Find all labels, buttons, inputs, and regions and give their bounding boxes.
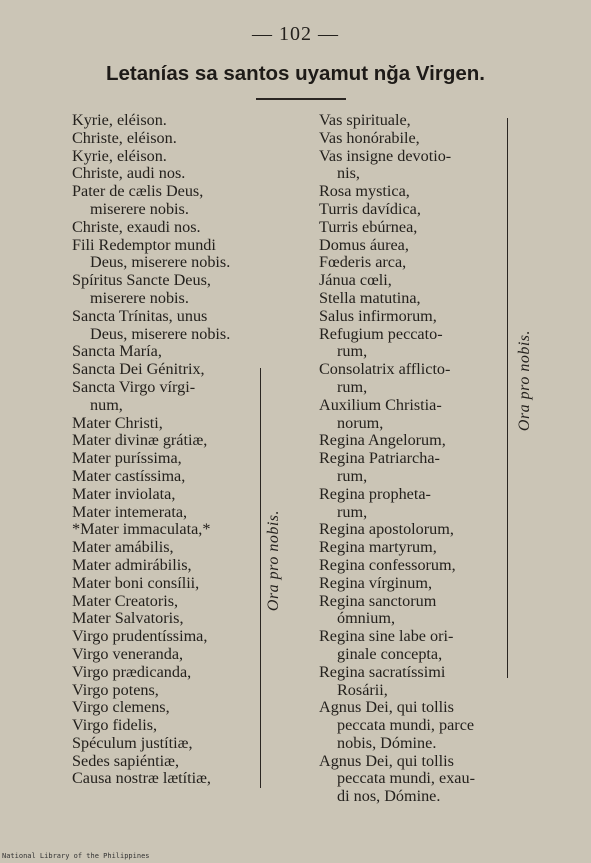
litany-line: Regina Angelorum, xyxy=(319,431,446,450)
litany-line: Consolatrix afflicto- xyxy=(319,360,451,379)
litany-line: Mater Christi, xyxy=(72,413,163,432)
litany-line: rum, xyxy=(337,342,368,361)
litany-line: Regina martyrum, xyxy=(319,538,437,557)
litany-line: norum, xyxy=(337,413,384,432)
right-response-bracket xyxy=(503,118,508,678)
page-title: Letanías sa santos uyamut nğa Virgen. xyxy=(106,62,485,85)
litany-line: Salus infirmorum, xyxy=(319,306,437,325)
litany-line: Rosa mystica, xyxy=(319,182,410,201)
litany-line: Mater Salvatoris, xyxy=(72,609,184,628)
litany-line: Agnus Dei, qui tollis xyxy=(319,751,454,770)
litany-line: Christe, exaudi nos. xyxy=(72,217,201,236)
litany-line: Stella matutina, xyxy=(319,288,421,307)
litany-line: Fili Redemptor mundi xyxy=(72,235,216,254)
litany-line: Regina sacratíssimi xyxy=(319,662,446,681)
litany-line: Jánua cœli, xyxy=(319,271,392,290)
litany-line: Christe, audi nos. xyxy=(72,164,186,183)
litany-line: Virgo potens, xyxy=(72,680,159,699)
litany-line: rum, xyxy=(337,502,368,521)
litany-line: Mater divinæ grátiæ, xyxy=(72,431,208,450)
litany-line: Spéculum justítiæ, xyxy=(72,733,193,752)
litany-line: Mater puríssima, xyxy=(72,449,182,468)
litany-line: Turris ebúrnea, xyxy=(319,217,418,236)
litany-line: Refugium peccato- xyxy=(319,324,443,343)
litany-line: Virgo clemens, xyxy=(72,698,170,717)
litany-line: di nos, Dómine. xyxy=(337,787,441,806)
litany-line: Christe, eléison. xyxy=(72,128,177,147)
litany-line: Regina vírginum, xyxy=(319,573,433,592)
litany-line: Sancta Virgo vírgi- xyxy=(72,377,196,396)
litany-line: Kyrie, eléison. xyxy=(72,111,167,129)
right-ora-pro-nobis: Ora pro nobis. xyxy=(516,330,533,432)
litany-line: Mater boni consílii, xyxy=(72,573,200,592)
litany-line: Domus áurea, xyxy=(319,235,409,254)
litany-line: Auxilium Christia- xyxy=(319,395,442,414)
left-ora-pro-nobis: Ora pro nobis. xyxy=(265,510,282,612)
litany-line: Regina propheta- xyxy=(319,484,431,503)
litany-line: Mater admirábilis, xyxy=(72,555,192,574)
litany-line: Pater de cælis Deus, xyxy=(72,182,204,201)
litany-line: Regina Patriarcha- xyxy=(319,449,440,468)
litany-line: rum, xyxy=(337,466,368,485)
litany-line: nis, xyxy=(337,164,360,183)
litany-line: Regina confessorum, xyxy=(319,555,456,574)
litany-line: Kyrie, eléison. xyxy=(72,146,167,165)
litany-line: Vas insigne devotio- xyxy=(319,146,452,165)
litany-line: peccata mundi, parce xyxy=(337,716,475,735)
litany-line: *Mater immaculata,* xyxy=(72,520,211,539)
litany-line: Virgo prædicanda, xyxy=(72,662,192,681)
litany-line: ómnium, xyxy=(337,609,396,628)
litany-line: Sancta Trínitas, unus xyxy=(72,306,208,325)
litany-line: nobis, Dómine. xyxy=(337,733,437,752)
litany-line: rum, xyxy=(337,377,368,396)
litany-line: Spíritus Sancte Deus, xyxy=(72,271,211,290)
litany-line: Mater castíssima, xyxy=(72,466,186,485)
litany-line: Virgo prudentíssima, xyxy=(72,627,208,646)
left-response-bracket xyxy=(256,368,261,788)
litany-line: Vas honórabile, xyxy=(319,128,420,147)
litany-line: num, xyxy=(90,395,123,414)
litany-line: Deus, miserere nobis. xyxy=(90,324,231,343)
litany-line: Mater inviolata, xyxy=(72,484,176,503)
litany-line: Sedes sapiéntiæ, xyxy=(72,751,180,770)
litany-line: Virgo fidelis, xyxy=(72,716,158,735)
litany-line: peccata mundi, exau- xyxy=(337,769,475,788)
litany-line: Vas spirituale, xyxy=(319,111,411,129)
litany-line: Mater amábilis, xyxy=(72,538,174,557)
litany-line: Agnus Dei, qui tollis xyxy=(319,698,454,717)
litany-line: Causa nostræ lætítiæ, xyxy=(72,769,211,788)
litany-line: Regina sanctorum xyxy=(319,591,437,610)
litany-line: Sancta María, xyxy=(72,342,162,361)
litany-line: Regina apostolorum, xyxy=(319,520,454,539)
litany-line: Sancta Dei Génitrix, xyxy=(72,360,205,379)
litany-right-column xyxy=(319,112,519,806)
library-watermark: National Library of the Philippines xyxy=(2,852,150,860)
litany-line: Rosárii, xyxy=(337,680,388,699)
litany-line: Mater intemerata, xyxy=(72,502,188,521)
litany-line: Turris davídica, xyxy=(319,199,421,218)
litany-line: Fœderis arca, xyxy=(319,253,407,272)
litany-line: ginale concepta, xyxy=(337,644,443,663)
litany-line: Deus, miserere nobis. xyxy=(90,253,231,272)
litany-line: miserere nobis. xyxy=(90,288,189,307)
litany-line: Virgo veneranda, xyxy=(72,644,184,663)
litany-line: Regina sine labe ori- xyxy=(319,627,454,646)
page-number: — 102 — xyxy=(252,23,339,45)
litany-line: miserere nobis. xyxy=(90,199,189,218)
litany-line: Mater Creatoris, xyxy=(72,591,179,610)
title-divider xyxy=(256,98,346,100)
